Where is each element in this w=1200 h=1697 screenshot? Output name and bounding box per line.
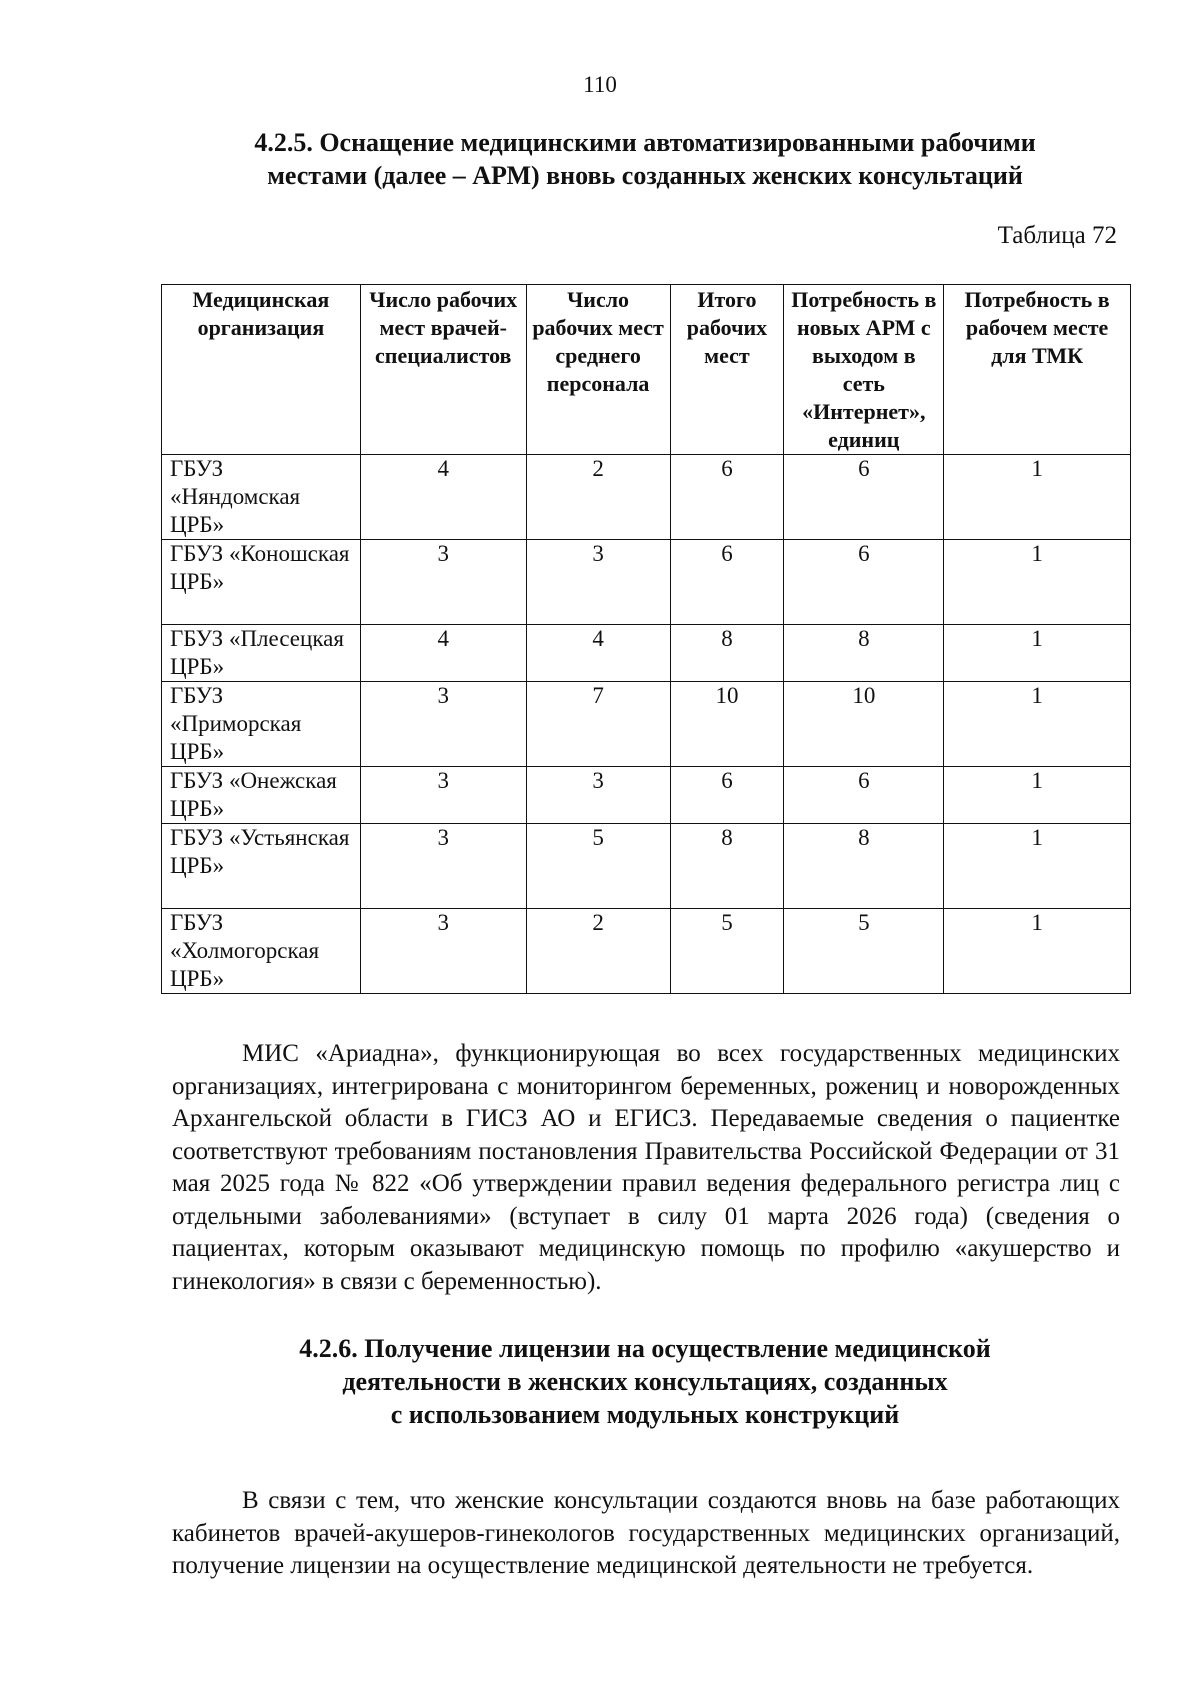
column-header: Медицинская организация [162,285,361,455]
table-cell: 2 [526,909,670,994]
table-cell: 2 [526,455,670,540]
table-cell: 1 [944,625,1131,682]
table-row [162,767,1131,824]
table-cell: 3 [360,540,526,625]
table-cell: 8 [670,824,784,909]
table-row [162,540,1131,625]
table-cell: 1 [944,540,1131,625]
table-cell: 6 [670,455,784,540]
table-cell: 8 [670,625,784,682]
table-cell: 6 [670,540,784,625]
table-cell: 3 [360,682,526,767]
table-cell-org: ГБУЗ «Приморская ЦРБ» [162,682,361,767]
table-header-row [162,285,1131,455]
column-header: Потребность в рабочем месте для ТМК [944,285,1131,455]
table-cell: 5 [784,909,944,994]
table-row [162,625,1131,682]
heading-line: с использованием модульных конструкций [390,1400,900,1429]
table-cell: 10 [670,682,784,767]
table-cell: 3 [526,540,670,625]
table-cell: 3 [360,767,526,824]
column-header: Число рабочих мест среднего персонала [526,285,670,455]
table-cell: 4 [526,625,670,682]
table-row [162,455,1131,540]
table-cell: 1 [944,455,1131,540]
table-cell: 6 [670,767,784,824]
table-cell: 3 [360,909,526,994]
table-row [162,682,1131,767]
table-cell: 1 [944,824,1131,909]
table-row [162,909,1131,994]
table-cell: 4 [360,455,526,540]
heading-line: 4.2.5. Оснащение медицинскими автоматизированными рабочими [254,128,1036,157]
heading-line: местами (далее – АРМ) вновь созданных женских консультаций [267,161,1023,190]
table-cell-org: ГБУЗ «Коношская ЦРБ» [162,540,361,625]
paragraph-license: В связи с тем, что женские консультации создаются вновь на базе работающих кабинетов врачей-акушеров-гинекологов государственных медицинских организаций, получение лицензии на осуществление медицинской деятельности не требуется. [172,1487,1120,1579]
table-cell-org: ГБУЗ «Няндомская ЦРБ» [162,455,361,540]
column-header: Потребность в новых АРМ с выходом в сеть «Интернет», единиц [784,285,944,455]
table-cell: 1 [944,909,1131,994]
table-cell: 8 [784,824,944,909]
section-heading-4-2-6 [170,1332,1120,1431]
table-cell-org: ГБУЗ «Плесецкая ЦРБ» [162,625,361,682]
column-header: Итого рабочих мест [670,285,784,455]
table-cell: 5 [526,824,670,909]
table-cell: 6 [784,767,944,824]
table-cell: 6 [784,455,944,540]
table-cell-org: ГБУЗ «Устьянская ЦРБ» [162,824,361,909]
table-cell: 1 [944,682,1131,767]
column-header: Число рабочих мест врачей-специалистов [360,285,526,455]
table-caption: Таблица 72 [997,222,1117,249]
paragraph-mis-ariadna: МИС «Ариадна», функционирующая во всех государственных медицинских организациях, интегрирована с мониторингом беременных, рожениц и новорожденных Архангельской области в ГИСЗ АО и ЕГИСЗ. Передаваемые сведения о пациентке соответствуют требованиям постановления Правительства Российской Федерации от 31 мая 2025 года № 822 «Об утверждении правил ведения федерального регистра лиц с отдельными заболеваниями» (вступает в силу 01 марта 2026 года) (сведения о пациентах, которым оказывают медицинскую помощь по профилю «акушерство и гинекология» в связи с беременностью). [172,1040,1120,1295]
section-heading-4-2-5 [170,126,1120,192]
table-cell: 5 [670,909,784,994]
table-cell: 7 [526,682,670,767]
table-row [162,824,1131,909]
table-cell: 8 [784,625,944,682]
heading-line: деятельности в женских консультациях, созданных [342,1367,948,1396]
page-number: 110 [583,72,617,97]
table-cell: 6 [784,540,944,625]
workstations-table [161,284,1131,994]
table-cell-org: ГБУЗ «Онежская ЦРБ» [162,767,361,824]
table-cell: 1 [944,767,1131,824]
table-cell: 4 [360,625,526,682]
heading-line: 4.2.6. Получение лицензии на осуществление медицинской [299,1334,991,1363]
table-cell: 10 [784,682,944,767]
table-cell-org: ГБУЗ «Холмогорская ЦРБ» [162,909,361,994]
table-cell: 3 [360,824,526,909]
table-cell: 3 [526,767,670,824]
